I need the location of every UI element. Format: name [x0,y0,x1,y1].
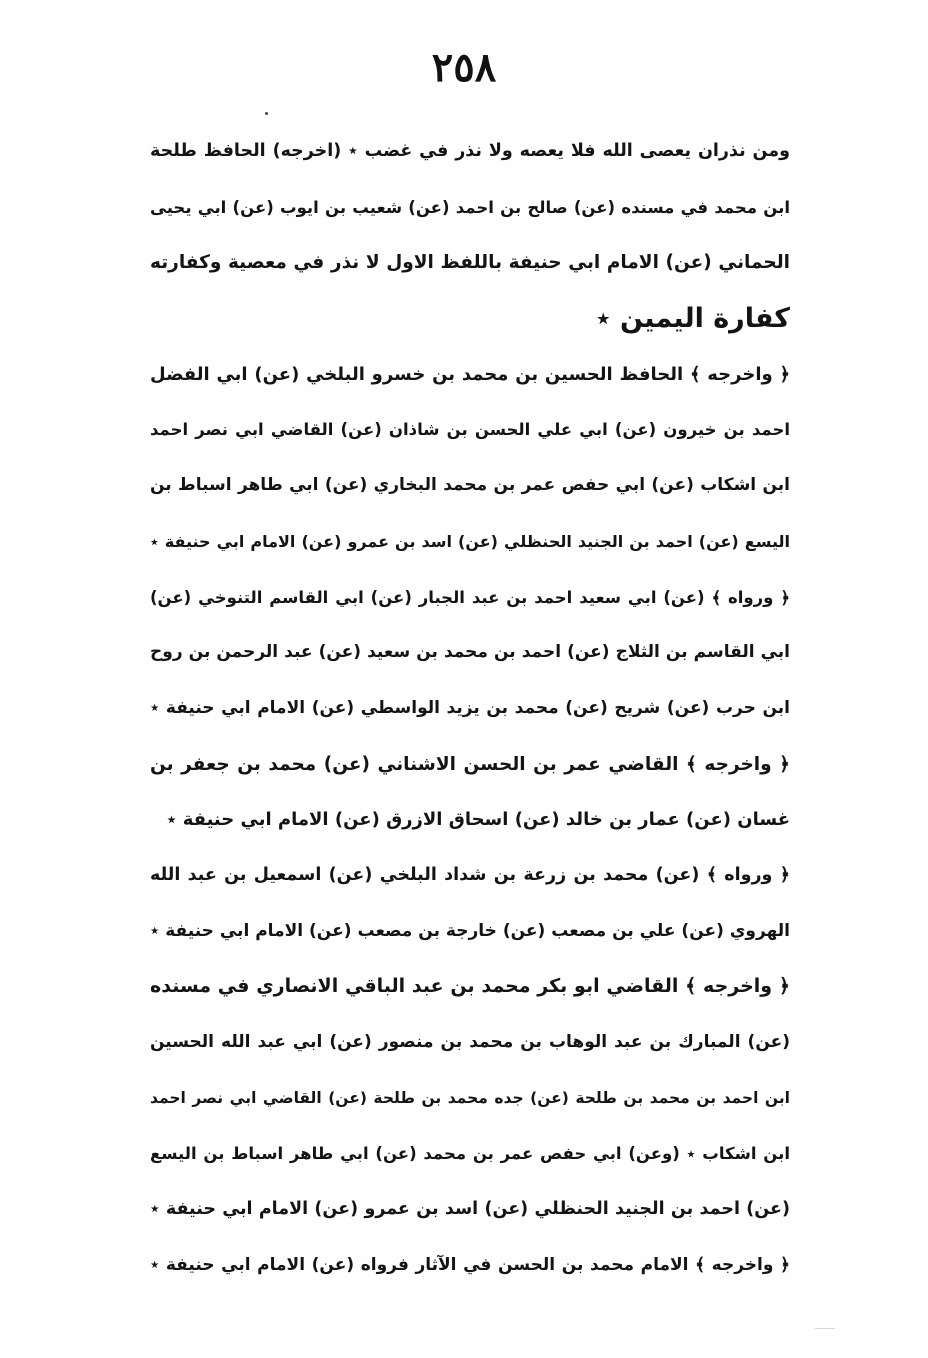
text-line: احمد بن خيرون (عن) ابي علي الحسن بن شاذان (عن) القاضي ابي نصر احمد [150,420,790,440]
text-line: اليسع (عن) احمد بن الجنيد الحنظلي (عن) اسد بن عمرو (عن) الامام ابي حنيفة ٭ [150,531,790,551]
text-line: ﴿ ورواه ﴾ (عن) ابي سعيد احمد بن عبد الجبار (عن) ابي القاسم التنوخي (عن) [150,587,790,607]
text-line: الحماني (عن) الامام ابي حنيفة باللفظ الاول لا نذر في معصية وكفارته [150,252,790,274]
text-line: (عن) احمد بن الجنيد الحنظلي (عن) اسد بن عمرو (عن) الامام ابي حنيفة ٭ [150,1199,790,1220]
text-line: الهروي (عن) علي بن مصعب (عن) خارجة بن مصعب (عن) الامام ابي حنيفة ٭ [150,920,790,941]
text-line: ﴿ ورواه ﴾ (عن) محمد بن زرعة بن شداد البلخي (عن) اسمعيل بن عبد الله [150,864,790,885]
text-line: ﴿ واخرجه ﴾ القاضي ابو بكر محمد بن عبد الباقي الانصاري في مسنده [150,975,790,998]
text-line: غسان (عن) عمار بن خالد (عن) اسحاق الازرق (عن) الامام ابي حنيفة ٭ [166,809,790,831]
text-line: ومن نذران يعصى الله فلا يعصه ولا نذر في غضب ٭ (اخرجه) الحافظ طلحة [150,141,790,161]
scan-mark [815,1328,835,1329]
page-number: ٢٥٨ [431,44,497,91]
text-line: ابن حرب (عن) شريح (عن) محمد بن يزيد الواسطي (عن) الامام ابي حنيفة ٭ [150,697,790,718]
text-line: ابن محمد في مسنده (عن) صالح بن احمد (عن) شعيب بن ايوب (عن) ابي يحيى [150,197,790,217]
ink-speck [265,112,268,115]
text-line: ابن اشكاب ٭ (وعن) ابي حفص عمر بن محمد (عن) ابي طاهر اسباط بن اليسع [150,1144,790,1164]
text-line: ابن احمد بن محمد بن طلحة (عن) جده محمد بن طلحة (عن) القاضي ابي نصر احمد [150,1088,790,1107]
page-body-text [150,124,790,1293]
text-line: ابن اشكاب (عن) ابي حفص عمر بن محمد البخاري (عن) ابي طاهر اسباط بن [150,475,790,496]
text-line: كفارة اليمين ٭ [595,303,790,335]
text-line: ﴿ واخرجه ﴾ القاضي عمر بن الحسن الاشناني (عن) محمد بن جعفر بن [150,753,790,775]
text-line: ﴿ واخرجه ﴾ الحافظ الحسين بن محمد بن خسرو البلخي (عن) ابي الفضل [150,363,790,385]
text-line: ﴿ واخرجه ﴾ الامام محمد بن الحسن في الآثار فرواه (عن) الامام ابي حنيفة ٭ [150,1254,790,1275]
text-line: ابي القاسم بن الثلاج (عن) احمد بن محمد بن سعيد (عن) عبد الرحمن بن روح [150,642,790,663]
text-line: (عن) المبارك بن عبد الوهاب بن محمد بن منصور (عن) ابي عبد الله الحسين [150,1032,790,1052]
